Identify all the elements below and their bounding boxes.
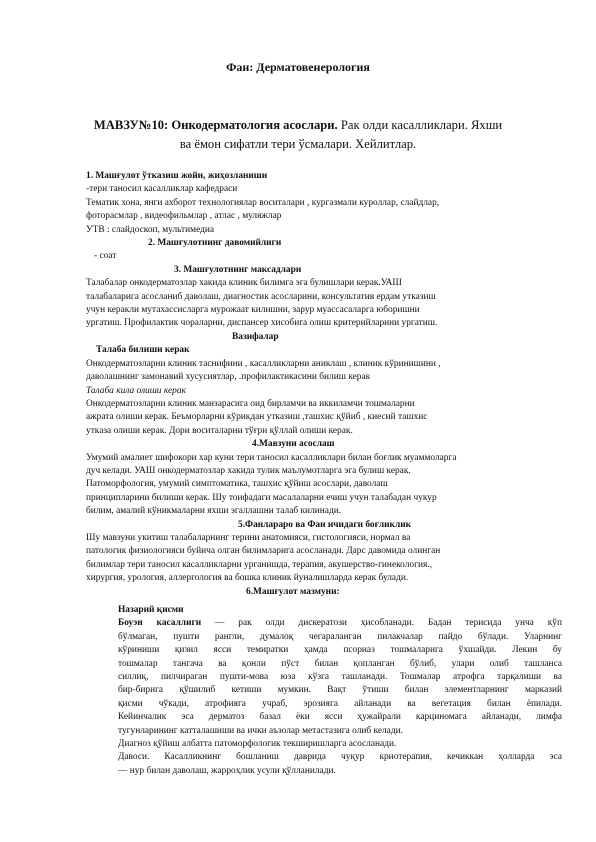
section-2-line: - соат <box>94 251 117 262</box>
tasks-know-line: Онкодерматозларни клиник таснифини , касалликларни аниклаш , клиник кўринишини , <box>86 358 441 369</box>
topic-title-part2: ва ёмон сифатли тери ўсмалари. Хейлитлар. <box>179 137 417 151</box>
section-5-line: билимлар тери таносил касалликларни урганишда, терапия, акушерство-гинекология., <box>86 559 432 570</box>
paragraph-line: кўриниши қизил ясси темиратки ҳамда псориаз тошмаларига ўхшайди. Лекин бу <box>118 645 562 656</box>
section-4-line: билим, амалий кўникмаларни яхши эгаллашни талаб килинади. <box>86 506 342 517</box>
section-5-heading: 5.Фанлараро ва Фан ичидаги боғликлик <box>238 519 412 530</box>
section-4-line: дуч келади. УАШ онкодерматозлар хакида тулик маълумотларга эга булиш керак. <box>86 465 411 476</box>
treatment-line: Давоси. Касалликнинг бошланиш даврида чуқур криотерапия, кечиккан ҳолларда эса <box>118 752 562 763</box>
paragraph-line: Кейинчалик эса дерматоз базал ёки ясси ҳужайрали карциномага айланади, лимфа <box>118 712 562 723</box>
student-know-heading: Талаба билиши керак <box>96 345 190 356</box>
section-3-line: талабаларига асосланиб даволаш, диагностик асосларини, консультатив ердам утказиш <box>86 291 436 302</box>
section-5-line: Шу мавзуни укитиш талабаларнинг терини анатомияси, гистологияси, нормал ва <box>86 532 411 543</box>
treatment-line: — нур билан даволаш, жарроҳлик усули қўлланилади. <box>118 765 336 776</box>
section-5-line: хирургия, урология, аллергология ва бошка клиник йуналишларда керак булади. <box>86 573 409 584</box>
bowen-disease-term: Боуэн касаллиги <box>118 618 202 629</box>
tasks-know-line: даволашнинг замонавий хусусиятлар, .профилактикасини билиш керак <box>86 372 371 383</box>
paragraph-text: — рак олди дискератози ҳисобланади. Бадан терисида унча кўп <box>201 618 562 629</box>
section-3-line: ургатиш. Профилактик чораларни, диспансер хисобига олиш критерийларини ургатиш. <box>86 318 438 329</box>
topic-heading <box>40 116 556 154</box>
tasks-do-line: ажрата олиши керак. Беъморларни кўрикдан утказиш ,ташхис қўйиб , киесий ташхис <box>86 412 428 423</box>
tasks-do-line: Онкодерматозларни клиник манзарасига оид бирламчи ва иккиламчи тошмаларни <box>86 398 415 409</box>
tasks-do-line: утказа олиши керак. Дори воситаларни тўғри қўллай олиши керак. <box>86 425 353 436</box>
section-4-line: Умумий амалиет шифокори хар куни тери таносил касалликлари билан боғлик муаммоларга <box>86 452 457 463</box>
section-2-heading: 2. Машғулотнинг давомийлиги <box>148 238 282 249</box>
subject-title: Фан: Дерматовенерология <box>226 60 370 74</box>
student-do-heading: Талаба кила олиши керак <box>86 385 186 396</box>
section-1-line: фоторасмлар , видеофильмлар , атлас , муляжлар <box>86 211 282 222</box>
topic-number: МАВЗУ№10: Онкодерматология асослари. <box>93 118 338 132</box>
section-3-line: учун керакли мутахассисларга мурожаат килишни, зарур муассасаларга юборишни <box>86 305 420 316</box>
section-3-line: Талабалар онкодерматозлар хакида клиник билимга эга булишлари керак.УАШ <box>86 278 402 289</box>
theory-heading: Назарий қисми <box>118 605 184 615</box>
section-5-line: патологик физиологияси буйича олган билимларига асосланади. Дарс давомида олинган <box>86 546 441 557</box>
paragraph-line: тошмалар тангача ва қонли пўст билан қопланган бўлиб, улари олиб ташланса <box>118 658 562 669</box>
document-body <box>86 170 562 599</box>
topic-title-part1: Рак олди касалликлари. Яхши <box>337 118 503 132</box>
section-6-heading: 6.Машғулот мазмуни: <box>246 586 340 597</box>
section-1-line: Тематик хона, янги ахборот технологиялар воситалари , кургазмали куроллар, слайдлар, <box>86 197 440 208</box>
section-4-line: Патоморфология, умумий симптоматика, ташхис қўйиш асослари, даволаш <box>86 479 388 490</box>
section-1-heading: 1. Машғулот ўтказиш жойи, жиҳозланиши <box>86 171 268 181</box>
paragraph-line: бўлмаган, пушти рангли, думалоқ чегараланган пилакчалар пайдо бўлади. Уларнинг <box>118 631 562 642</box>
paragraph-line: силлиқ, пилчираган пушти-мова юза кўзга ташланади. Тошмалар атрофга тарқалиши ва <box>118 672 562 683</box>
section-4-line: принципларини билиши керак. Шу тоифадаги масалаларни ечиш учун талабадан чукур <box>86 492 437 503</box>
section-3-heading: 3. Машғулотнинг максадлари <box>174 264 302 275</box>
paragraph-line: бир-бирига қўшилиб кетиши мумкин. Вақт ўтиши билан элементларнинг марказий <box>118 685 562 696</box>
tasks-heading: Вазифалар <box>232 331 279 342</box>
paragraph-line: қисми чўкади, атрофияга учраб, эрозияга айланади ва вегетация билан ёпилади. <box>118 698 562 709</box>
content-block <box>118 604 562 778</box>
diagnosis-line: Диагноз қўйиш албатта патоморфологик текширишларга асосланади. <box>118 739 397 750</box>
section-1-line: УТВ : слайдоскоп, мультимедиа <box>86 224 215 235</box>
section-1-line: -тери таносил касалликлар кафедраси <box>86 184 238 195</box>
paragraph-line: тугунларининг катталашиши ва ички аъзолар метастазига олиб келади. <box>118 725 403 736</box>
section-4-heading: 4.Мавзуни асослаш <box>252 439 335 450</box>
paragraph-line <box>118 617 562 630</box>
